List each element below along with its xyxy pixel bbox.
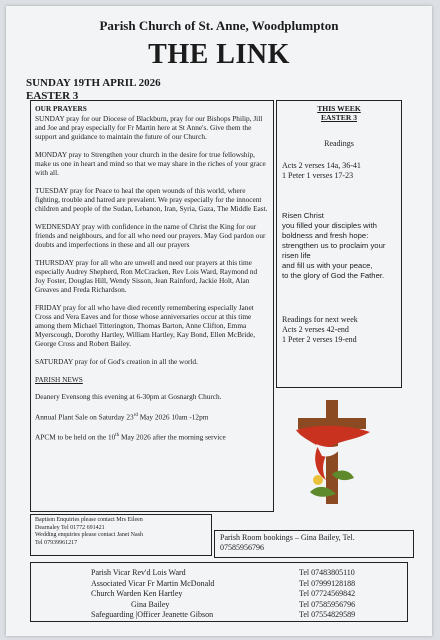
- apcm-sup: th: [115, 433, 120, 439]
- readings-label: Readings: [324, 139, 354, 148]
- prayer-monday: [35, 150, 269, 177]
- prayers-box: [30, 100, 274, 512]
- contact-tel: Tel 07999128188: [299, 578, 356, 588]
- contact-row: [31, 568, 407, 579]
- next-reading-1: Acts 2 verses 42-end: [282, 325, 349, 334]
- prayer-text: pray for all who are unwell and need our prayers at this time especially Audrey Shepherd, Ron McCracken, Rev Lois Ward, Raymond nd Joy Foster, Douglas Hill, Wendy Sisson, Jean Rainford, Jackie Holt, Alan Greaves and Freda Richardson.: [35, 258, 258, 294]
- contact-tel: Tel 07554829589: [299, 610, 356, 620]
- day-label: MONDAY: [35, 150, 67, 159]
- reading-2: 1 Peter 1 verses 17-23: [282, 171, 354, 180]
- day-label: THURSDAY: [35, 258, 74, 267]
- contact-role: Associated Vicar Fr Martin McDonald: [91, 578, 215, 588]
- news-evensong: Deanery Evensong this evening at 6-30pm at Gosnargh Church.: [35, 392, 222, 401]
- day-label: SATURDAY: [35, 357, 73, 366]
- enquiries-box: [30, 514, 212, 556]
- parish-room-line: Parish Room bookings – Gina Bailey, Tel.: [220, 533, 355, 542]
- plant-sale-sup: rd: [133, 413, 138, 418]
- news-apcm: [35, 431, 269, 441]
- apcm-detail: May 2026 after the morning service: [119, 432, 226, 442]
- baptism-line: Baptism Enquiries please contact Mrs Eileen: [35, 517, 143, 523]
- next-readings-label: Readings for next week: [282, 315, 358, 324]
- prayer-text: pray for all who have died recently remembering especially Janet Cross and Vera Eaves and for those whose anniversaries occur at this time among them Michael Titterington, Thomas Barton, Anne Clifton, Emma Myerscough, Dorothy Hartley, William Hartley, Kay Bond, Ellen McBride, George Cross and Robert Bailey.: [35, 303, 256, 348]
- contact-role: Parish Vicar Rev'd Lois Ward: [91, 568, 186, 577]
- date-line: SUNDAY 19TH APRIL 2026: [26, 77, 161, 89]
- day-label: WEDNESDAY: [35, 222, 81, 231]
- this-week-box: [276, 100, 402, 388]
- parish-room-tel: 07585956796: [220, 543, 264, 552]
- wedding-tel: Tel 07939961217: [35, 539, 78, 546]
- newsletter-title: THE LINK: [148, 39, 290, 70]
- reading-1: Acts 2 verses 14a, 36-41: [282, 161, 361, 170]
- day-label: SUNDAY: [35, 114, 65, 123]
- contact-role: Gina Bailey: [91, 599, 170, 609]
- newsletter-page: [6, 6, 432, 636]
- contact-row: [31, 600, 407, 611]
- apcm-text: APCM to be held on the 10: [35, 432, 116, 442]
- this-week-heading: [282, 104, 396, 122]
- contact-tel: Tel 07483805110: [299, 568, 355, 577]
- prayer-wednesday: [35, 222, 269, 249]
- easter-cross-image: [286, 396, 378, 508]
- collect-line: to the glory of God the Father.: [282, 271, 385, 280]
- contacts-box: [30, 562, 408, 622]
- prayer-sunday: [35, 114, 269, 141]
- contact-row: [31, 579, 407, 590]
- news-heading: PARISH NEWS: [35, 375, 83, 384]
- this-week-title: THIS WEEK: [317, 104, 361, 113]
- plant-sale-text: Annual Plant Sale on Saturday 23: [35, 412, 134, 422]
- prayer-text: pray for our Diocese of Blackburn, pray for our Bishops Philip, Jill and Joe and pray especially for Fr Martin here at St Anne's. Give them the support and guidance to maintain the future of our Church.: [35, 114, 263, 141]
- flower-icon: [313, 475, 323, 485]
- prayer-text: pray for Peace to heal the open wounds of this world, where fighting, trouble and hatred are prevalent. We pray especially for the innocent children and people of the Sudan, Lebanon, Iran, Syria, Gaza, The Middle East.: [35, 186, 268, 213]
- collect-line: boldness and fresh hope:: [282, 231, 369, 240]
- this-week-season: EASTER 3: [320, 113, 358, 122]
- church-name: Parish Church of St. Anne, Woodplumpton: [99, 18, 339, 33]
- parish-room-box: [214, 530, 414, 558]
- plant-sale-time: May 2026 10am -12pm: [137, 412, 209, 422]
- season-line: EASTER 3: [26, 90, 79, 102]
- day-label: TUESDAY: [35, 186, 69, 195]
- prayers-heading: OUR PRAYERS: [35, 104, 87, 113]
- prayer-text: pray to Strengthen your church in the desire for true fellowship, make us one in heart and mind so that we may share in the riches of your grace with all.: [35, 150, 266, 177]
- collect-line: Risen Christ: [282, 211, 324, 220]
- prayer-text: pray for of God's creation in all the world.: [72, 357, 198, 366]
- collect-prayer: [282, 211, 396, 281]
- day-label: FRIDAY: [35, 303, 62, 312]
- prayer-thursday: [35, 258, 269, 294]
- contact-row: [31, 610, 407, 621]
- prayer-saturday: [35, 357, 269, 366]
- collect-line: you filled your disciples with: [282, 221, 377, 230]
- contact-role: Safeguarding |Officer Jeanette Gibson: [91, 610, 214, 620]
- contact-tel: Tel 07724569842: [299, 589, 356, 599]
- next-reading-2: 1 Peter 2 verses 19-end: [282, 335, 357, 344]
- prayer-friday: [35, 303, 269, 348]
- contact-role: Church Warden Ken Hartley: [91, 589, 183, 599]
- contact-tel: Tel 07585956796: [299, 599, 356, 609]
- wedding-line: Wedding enquiries please contact Janet Nash: [35, 532, 143, 539]
- prayer-text: pray with confidence in the name of Christ the King for our friends and neighbours, and for all who need our prayers. May God pardon our doubts and imperfections in these and all our prayers: [35, 222, 266, 249]
- collect-line: strengthen us to proclaim your: [282, 241, 386, 250]
- collect-line: risen life: [282, 251, 311, 260]
- contact-row: [31, 589, 407, 600]
- baptism-tel: Dearnaley Tel 01772 691421: [35, 524, 105, 531]
- news-plant-sale: [35, 411, 269, 421]
- collect-line: and fill us with your peace,: [282, 261, 373, 270]
- prayer-tuesday: [35, 186, 269, 213]
